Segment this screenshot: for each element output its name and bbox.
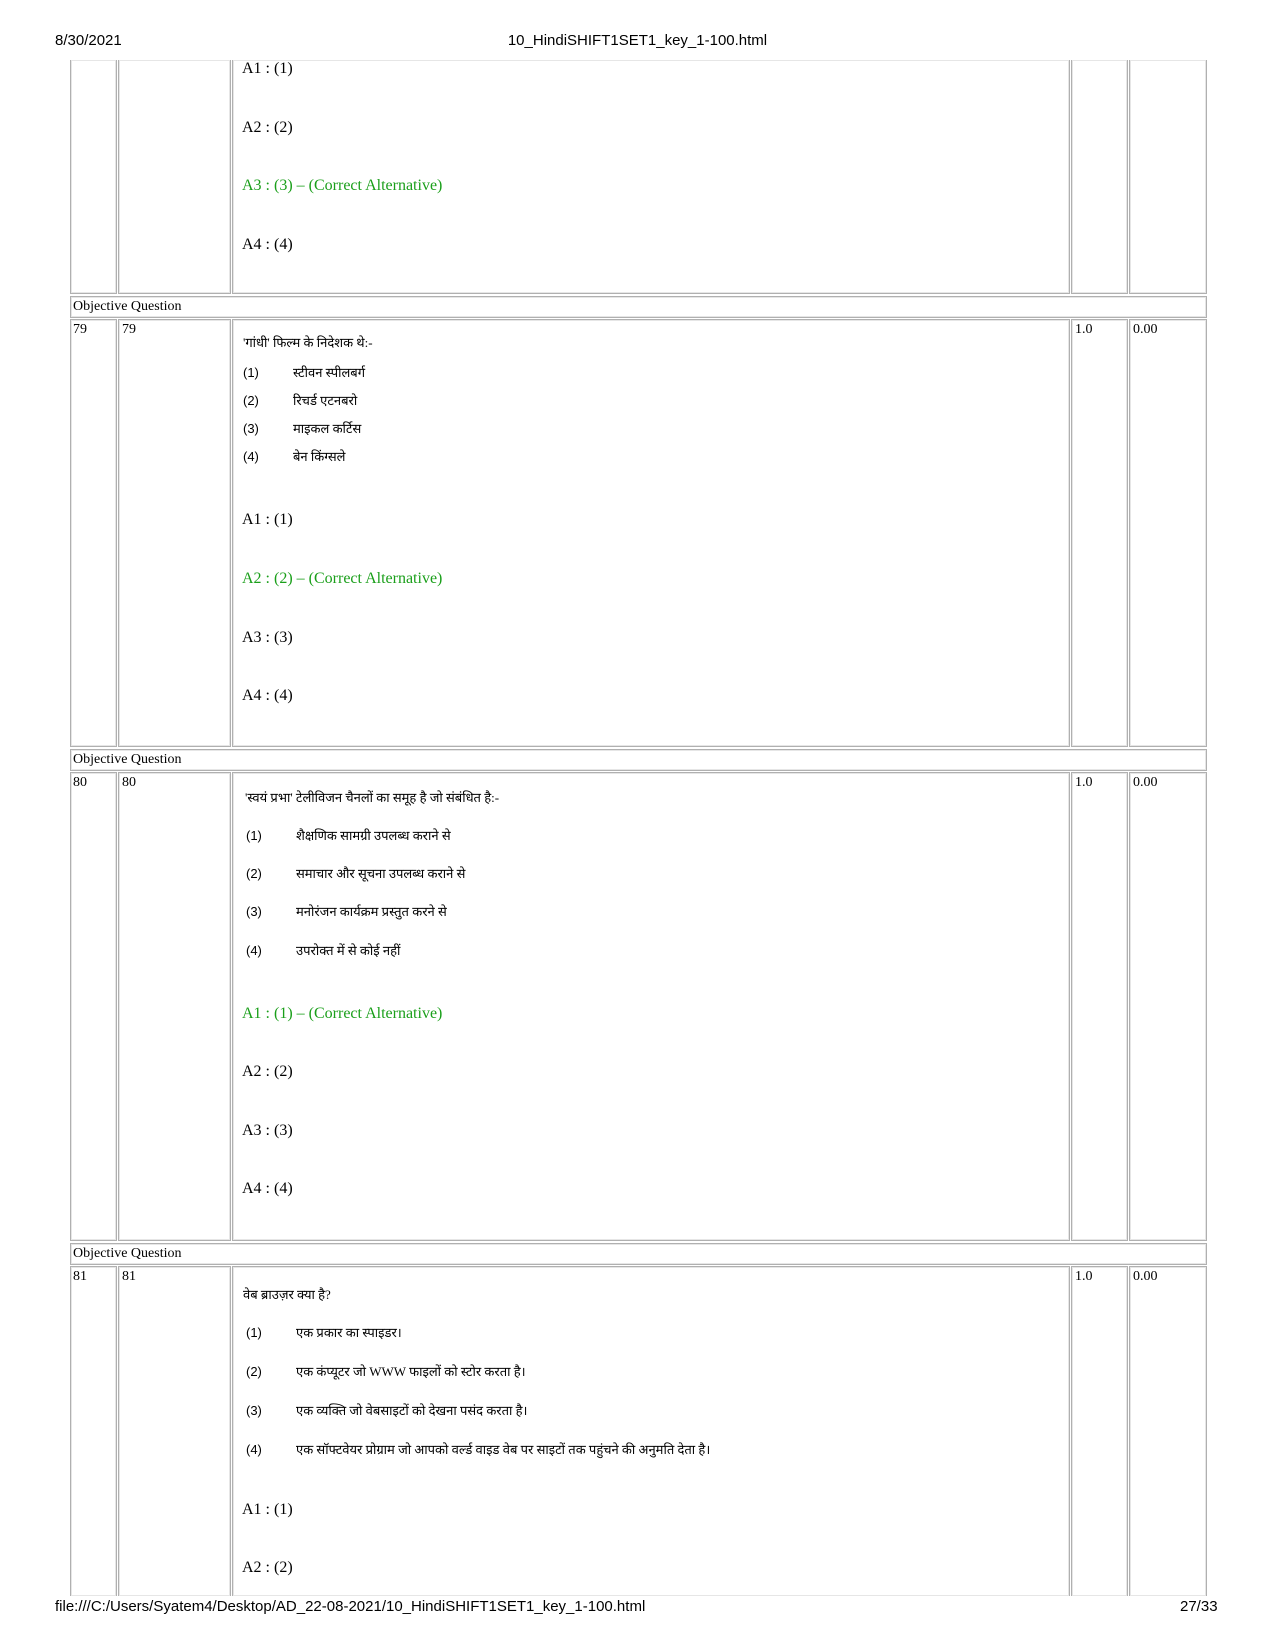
prev-sno-cell [70, 60, 117, 294]
answer-option-correct: A3 : (3) – (Correct Alternative) [242, 177, 443, 194]
question-option [246, 864, 465, 882]
question-type-bar: Objective Question [70, 296, 1207, 318]
prev-qid-cell [118, 60, 231, 294]
option-text: एक प्रकार का स्पाइडर। [296, 1325, 402, 1340]
prev-marks-cell [1071, 60, 1128, 294]
marks-cell [1071, 319, 1128, 747]
serial-number: 80 [73, 775, 87, 790]
answer-option: A2 : (2) [242, 119, 293, 136]
qid-cell [118, 1266, 231, 1596]
option-number: (1) [243, 365, 259, 380]
question-option [243, 391, 357, 409]
marks-value: 1.0 [1075, 1269, 1093, 1284]
question-cell [232, 1266, 1070, 1596]
question-option [243, 419, 361, 437]
answer-option: A3 : (3) [242, 1122, 293, 1139]
question-id: 79 [122, 322, 136, 337]
question-id: 80 [122, 775, 136, 790]
question-text: वेब ब्राउज़र क्या है? [243, 1287, 331, 1302]
sno-cell [70, 319, 117, 747]
file-path: file:///C:/Users/Syatem4/Desktop/AD_22-08-2021/10_HindiSHIFT1SET1_key_1-100.html [55, 1598, 646, 1615]
marks-value: 1.0 [1075, 775, 1093, 790]
option-number: (4) [243, 449, 259, 464]
sno-cell [70, 772, 117, 1241]
answer-option: A3 : (3) [242, 629, 293, 646]
question-option [246, 1440, 710, 1458]
option-text: समाचार और सूचना उपलब्ध कराने से [296, 866, 466, 881]
negative-marks-value: 0.00 [1133, 1269, 1158, 1284]
option-number: (3) [246, 904, 262, 919]
answer-option: A1 : (1) [242, 511, 293, 528]
answer-option: A4 : (4) [242, 1180, 293, 1197]
option-number: (1) [246, 828, 262, 843]
negative-marks-value: 0.00 [1133, 322, 1158, 337]
question-type-bar: Objective Question [70, 749, 1207, 771]
prev-negative-cell [1129, 60, 1207, 294]
sno-cell [70, 1266, 117, 1596]
option-text: एक कंप्यूटर जो WWW फाइलों को स्टोर करता है। [296, 1364, 526, 1379]
negative-marks-cell [1129, 319, 1207, 747]
question-option [246, 826, 451, 844]
question-option [246, 902, 447, 920]
answer-option: A1 : (1) [242, 60, 293, 77]
question-id: 81 [122, 1269, 136, 1284]
question-cell [232, 319, 1070, 747]
page-number: 27/33 [1180, 1598, 1218, 1615]
serial-number: 81 [73, 1269, 87, 1284]
marks-cell [1071, 772, 1128, 1241]
serial-number: 79 [73, 322, 87, 337]
option-text: उपरोक्त में से कोई नहीं [296, 943, 401, 958]
option-text: रिचर्ड एटनबरो [293, 393, 358, 408]
answer-option: A4 : (4) [242, 236, 293, 253]
option-number: (3) [243, 421, 259, 436]
option-number: (2) [246, 866, 262, 881]
document-title: 10_HindiSHIFT1SET1_key_1-100.html [507, 32, 768, 49]
answer-option: A1 : (1) [242, 1501, 293, 1518]
question-option [246, 1323, 402, 1341]
answer-option: A2 : (2) [242, 1559, 293, 1576]
question-option [246, 1362, 526, 1380]
option-text: एक व्यक्ति जो वेबसाइटों को देखना पसंद करता है। [296, 1403, 528, 1418]
option-number: (2) [243, 393, 259, 408]
question-option [246, 1401, 527, 1419]
option-text: स्टीवन स्पीलबर्ग [293, 365, 366, 380]
marks-value: 1.0 [1075, 322, 1093, 337]
question-text: 'स्वयं प्रभा' टेलीविजन चैनलों का समूह है जो संबंधित है:- [245, 790, 500, 805]
answer-option-correct: A1 : (1) – (Correct Alternative) [242, 1005, 443, 1022]
option-text: एक सॉफ्टवेयर प्रोग्राम जो आपको वर्ल्ड वाइड वेब पर साइटों तक पहुंचने की अनुमति देता है। [296, 1442, 711, 1457]
negative-marks-cell [1129, 772, 1207, 1241]
option-text: माइकल कर्टिस [293, 421, 362, 436]
option-number: (2) [246, 1364, 262, 1379]
question-option [246, 941, 400, 959]
qid-cell [118, 772, 231, 1241]
option-text: बेन किंग्सले [293, 449, 346, 464]
answer-option: A2 : (2) [242, 1063, 293, 1080]
question-option [243, 363, 365, 381]
question-type-bar: Objective Question [70, 1243, 1207, 1265]
question-text: 'गांधी' फिल्म के निदेशक थे:- [243, 335, 373, 350]
answer-option-correct: A2 : (2) – (Correct Alternative) [242, 570, 443, 587]
answer-option: A4 : (4) [242, 687, 293, 704]
option-number: (4) [246, 943, 262, 958]
print-date: 8/30/2021 [55, 32, 122, 49]
question-option [243, 447, 346, 465]
option-number: (1) [246, 1325, 262, 1340]
option-text: मनोरंजन कार्यक्रम प्रस्तुत करने से [296, 904, 447, 919]
option-text: शैक्षणिक सामग्री उपलब्ध कराने से [296, 828, 451, 843]
negative-marks-value: 0.00 [1133, 775, 1158, 790]
negative-marks-cell [1129, 1266, 1207, 1596]
marks-cell [1071, 1266, 1128, 1596]
qid-cell [118, 319, 231, 747]
option-number: (4) [246, 1442, 262, 1457]
option-number: (3) [246, 1403, 262, 1418]
